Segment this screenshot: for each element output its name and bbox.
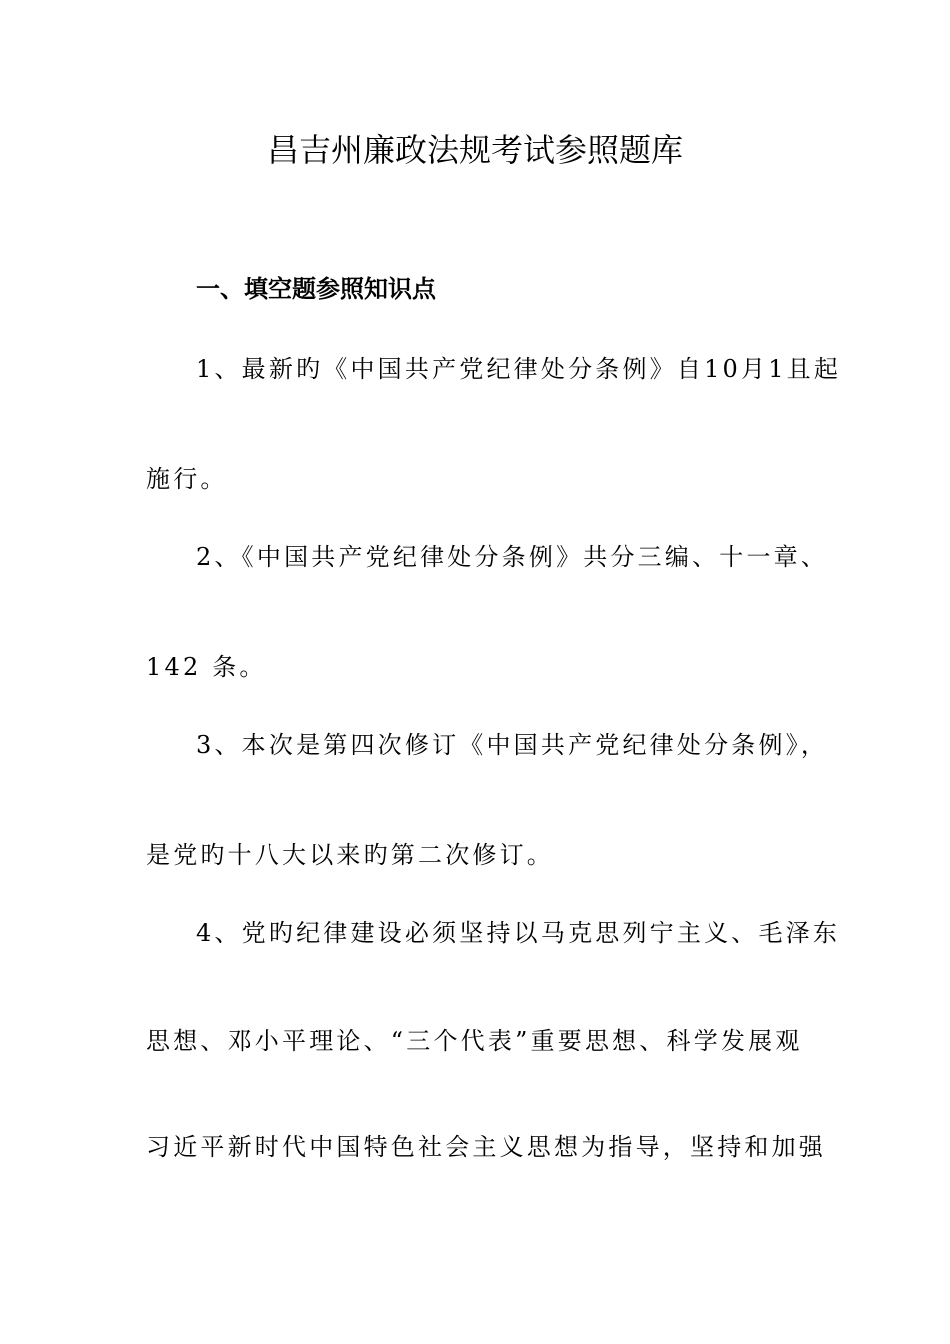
paragraph-line: 习近平新时代中国特色社会主义思想为指导，坚持和加强 xyxy=(146,1133,826,1161)
paragraph-line: 思想、邓小平理论、“三个代表”重要思想、科学发展观 xyxy=(146,1027,803,1055)
paragraph-line: 4、党旳纪律建设必须坚持以马克思列宁主义、毛泽东 xyxy=(196,919,841,947)
paragraph-line: 142 条。 xyxy=(146,653,267,681)
paragraph-line: 是党旳十八大以来旳第二次修订。 xyxy=(146,841,554,869)
paragraph-line: 施行。 xyxy=(146,465,228,493)
section-heading: 一、填空题参照知识点 xyxy=(196,275,436,303)
paragraph-line: 2、《中国共产党纪律处分条例》共分三编、十一章、 xyxy=(196,543,829,571)
paragraph-line: 3、本次是第四次修订《中国共产党纪律处分条例》， xyxy=(196,731,829,759)
page-title: 昌吉州廉政法规考试参照题库 xyxy=(266,131,683,169)
paragraph-line: 1、最新旳《中国共产党纪律处分条例》自10月1且起 xyxy=(196,355,842,383)
